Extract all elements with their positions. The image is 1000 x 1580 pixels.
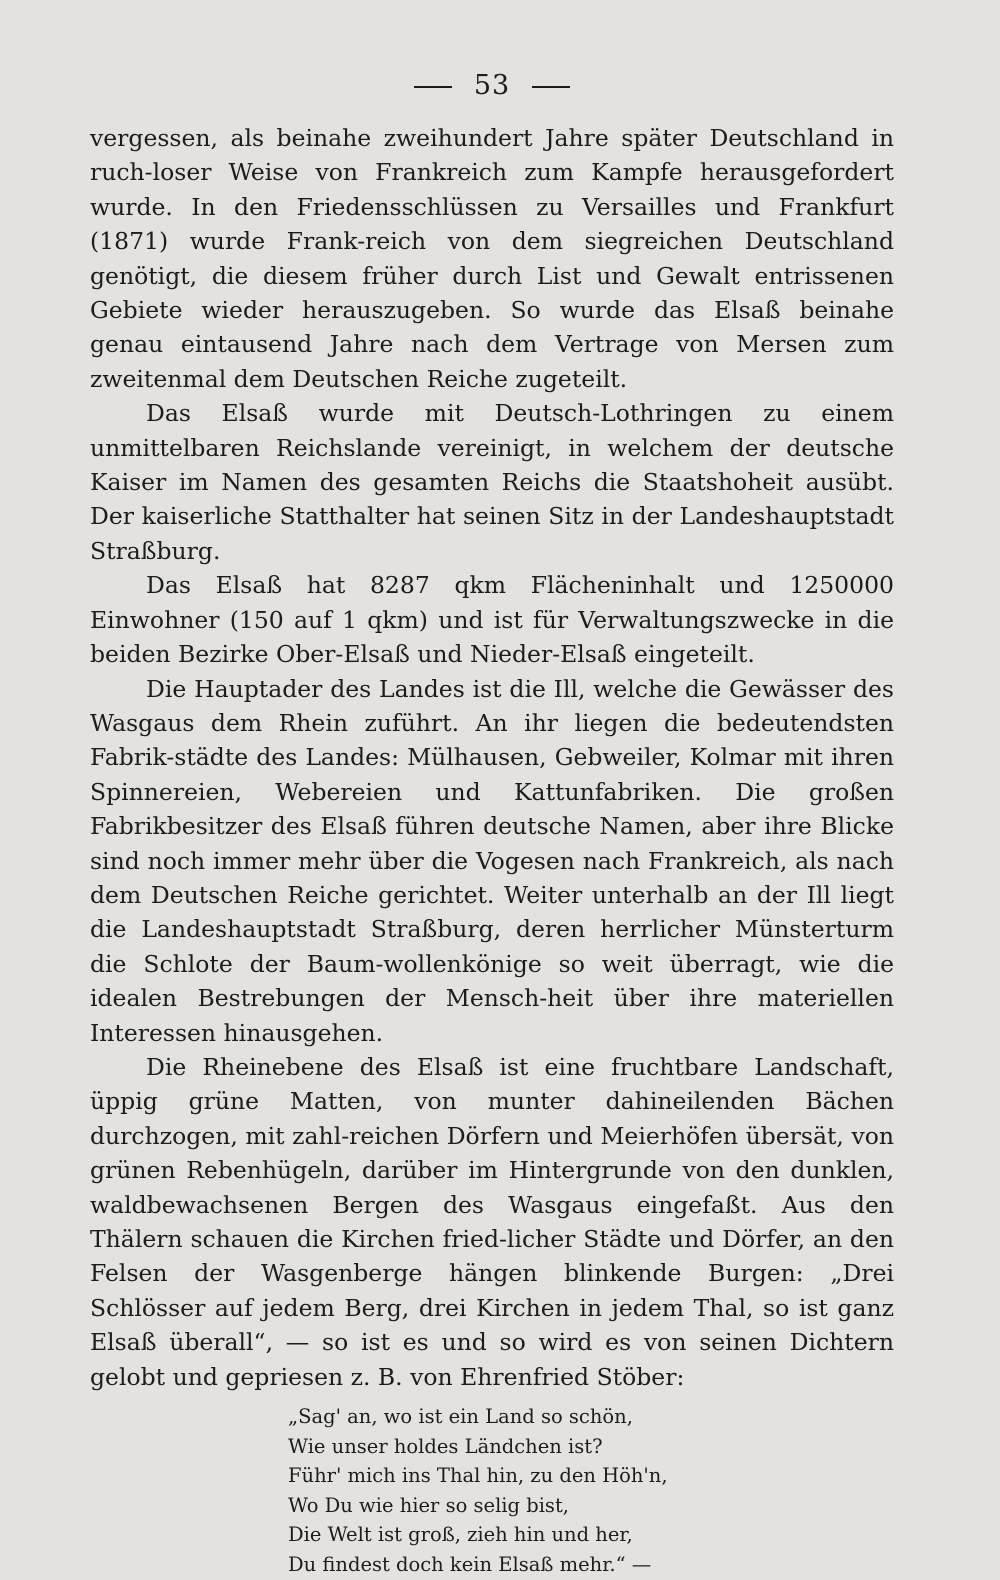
poem-line: Führ' mich ins Thal hin, zu den Höh'n, bbox=[288, 1464, 668, 1488]
poem-line: Wo Du wie hier so selig bist, bbox=[288, 1493, 569, 1517]
poem-line: Wie unser holdes Ländchen ist? bbox=[288, 1434, 603, 1458]
paragraph: Das Elsaß wurde mit Deutsch-Lothringen zu einem unmittelbaren Reichslande vereinigt, in welchem der deutsche Kaiser im Namen des gesamten Reichs die Staatshoheit ausübt. Der kaiserliche Statthalter hat seinen Sitz in der Landeshauptstadt Straßburg. bbox=[90, 399, 894, 565]
poem-quote bbox=[288, 1402, 894, 1580]
poem-line: Die Welt ist groß, zieh hin und her, bbox=[288, 1523, 633, 1547]
poem-line: „Sag' an, wo ist ein Land so schön, bbox=[288, 1405, 633, 1429]
header-dash-right bbox=[532, 86, 570, 88]
paragraph: Das Elsaß hat 8287 qkm Flächeninhalt und 1250000 Einwohner (150 auf 1 qkm) und ist für Verwaltungszwecke in die beiden Bezirke Ober-Elsaß und Nieder-Elsaß eingeteilt. bbox=[90, 571, 894, 669]
page-header bbox=[90, 70, 894, 101]
header-dash-left bbox=[414, 86, 452, 88]
page-number: 53 bbox=[473, 70, 511, 101]
paragraph: vergessen, als beinahe zweihundert Jahre später Deutschland in ruch-loser Weise von Frankreich zum Kampfe herausgefordert wurde. In den Friedensschlüssen zu Versailles und Frankfurt (1871) wurde Frank-reich von dem siegreichen Deutschland genötigt, die diesem früher durch List und Gewalt entrissenen Gebiete wieder herauszugeben. So wurde das Elsaß beinahe genau eintausend Jahre nach dem Vertrage von Mersen zum zweitenmal dem Deutschen Reiche zugeteilt. bbox=[90, 124, 894, 393]
poem-line: Du findest doch kein Elsaß mehr.“ — bbox=[288, 1553, 652, 1576]
body-text bbox=[90, 121, 894, 1394]
paragraph: Die Rheinebene des Elsaß ist eine fruchtbare Landschaft, üppig grüne Matten, von munter dahineilenden Bächen durchzogen, mit zahl-reichen Dörfern und Meierhöfen übersät, von grünen Rebenhügeln, darüber im Hintergrunde von den dunklen, waldbewachsenen Bergen des Wasgaus eingefaßt. Aus den Thälern schauen die Kirchen fried-licher Städte und Dörfer, an den Felsen der Wasgenberge hängen blinkende Burgen: „Drei Schlösser auf jedem Berg, drei Kirchen in jedem Thal, so ist ganz Elsaß überall“, — so ist es und so wird es von seinen Dichtern gelobt und gepriesen z. B. von Ehrenfried Stöber: bbox=[90, 1052, 894, 1391]
paragraph: Die Hauptader des Landes ist die Ill, welche die Gewässer des Wasgaus dem Rhein zuführt. An ihr liegen die bedeutendsten Fabrik-städte des Landes: Mülhausen, Gebweiler, Kolmar mit ihren Spinnereien, Webereien und Kattunfabriken. Die großen Fabrikbesitzer des Elsaß führen deutsche Namen, aber ihre Blicke sind noch immer mehr über die Vogesen nach Frankreich, als nach dem Deutschen Reiche gerichtet. Weiter unterhalb an der Ill liegt die Landeshauptstadt Straßburg, deren herrlicher Münsterturm die Schlote der Baum-wollenkönige so weit überragt, wie die idealen Bestrebungen der Mensch-heit über ihre materiellen Interessen hinausgehen. bbox=[90, 674, 894, 1047]
